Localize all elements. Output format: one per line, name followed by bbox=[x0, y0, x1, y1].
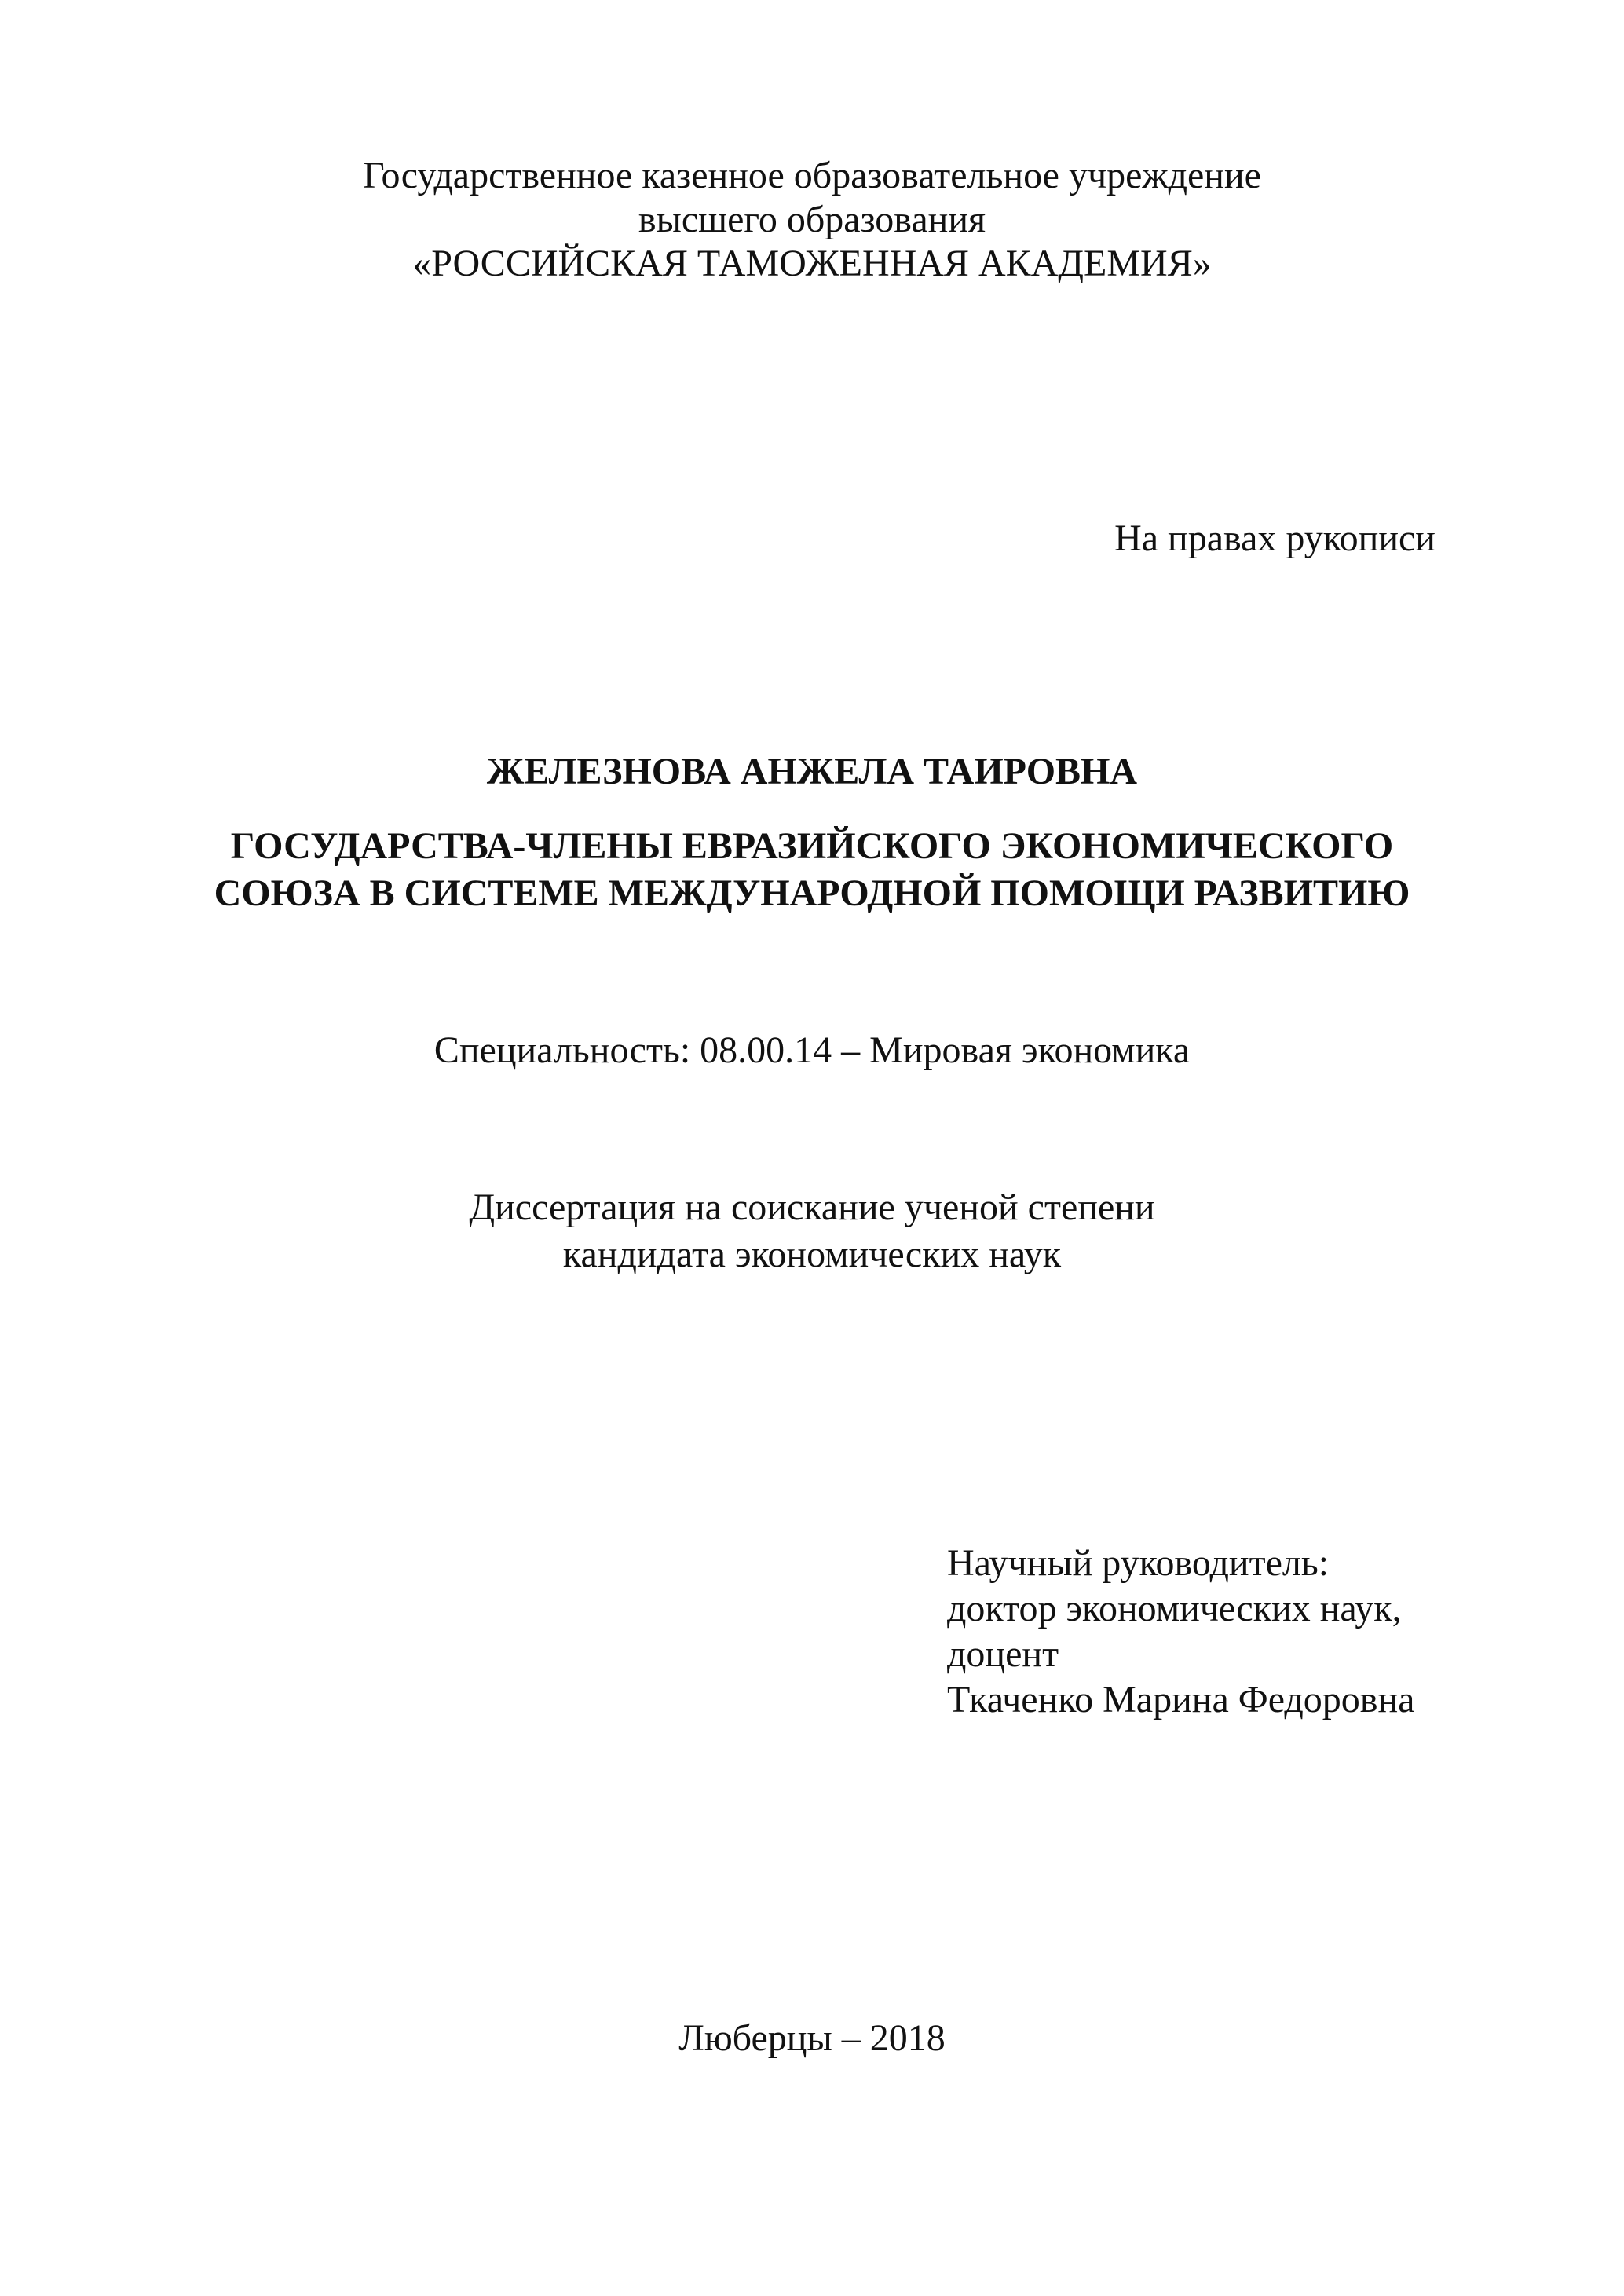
supervisor-block bbox=[947, 1541, 1414, 1723]
title-line-1: ГОСУДАРСТВА-ЧЛЕНЫ ЕВРАЗИЙСКОГО ЭКОНОМИЧЕСКОГО bbox=[230, 825, 1394, 867]
institution-line-1: Государственное казенное образовательное учреждение bbox=[363, 155, 1261, 196]
degree-line-2: кандидата экономических наук bbox=[562, 1234, 1062, 1275]
supervisor-name: Ткаченко Марина Федоровна bbox=[947, 1679, 1415, 1720]
specialty: Специальность: 08.00.14 – Мировая экономика bbox=[433, 1029, 1191, 1071]
degree-statement bbox=[0, 1184, 1624, 1278]
institution-line-2: высшего образования bbox=[638, 199, 986, 240]
title-line-2: СОЮЗА В СИСТЕМЕ МЕЖДУНАРОДНОЙ ПОМОЩИ РАЗВИТИЮ bbox=[214, 872, 1410, 914]
degree-line-1: Диссертация на соискание ученой степени bbox=[469, 1186, 1155, 1228]
supervisor-degree: доктор экономических наук, bbox=[947, 1588, 1402, 1629]
author-name: ЖЕЛЕЗНОВА АНЖЕЛА ТАИРОВНА bbox=[486, 751, 1138, 792]
institution-line-3: «РОССИЙСКАЯ ТАМОЖЕННАЯ АКАДЕМИЯ» bbox=[412, 243, 1212, 284]
supervisor-label: Научный руководитель: bbox=[947, 1542, 1330, 1584]
city-year-footer: Люберцы – 2018 bbox=[678, 2017, 946, 2059]
supervisor-rank: доцент bbox=[947, 1633, 1059, 1675]
dissertation-title bbox=[0, 823, 1624, 917]
manuscript-note: На правах рукописи bbox=[1114, 517, 1436, 559]
institution-header bbox=[0, 154, 1624, 286]
